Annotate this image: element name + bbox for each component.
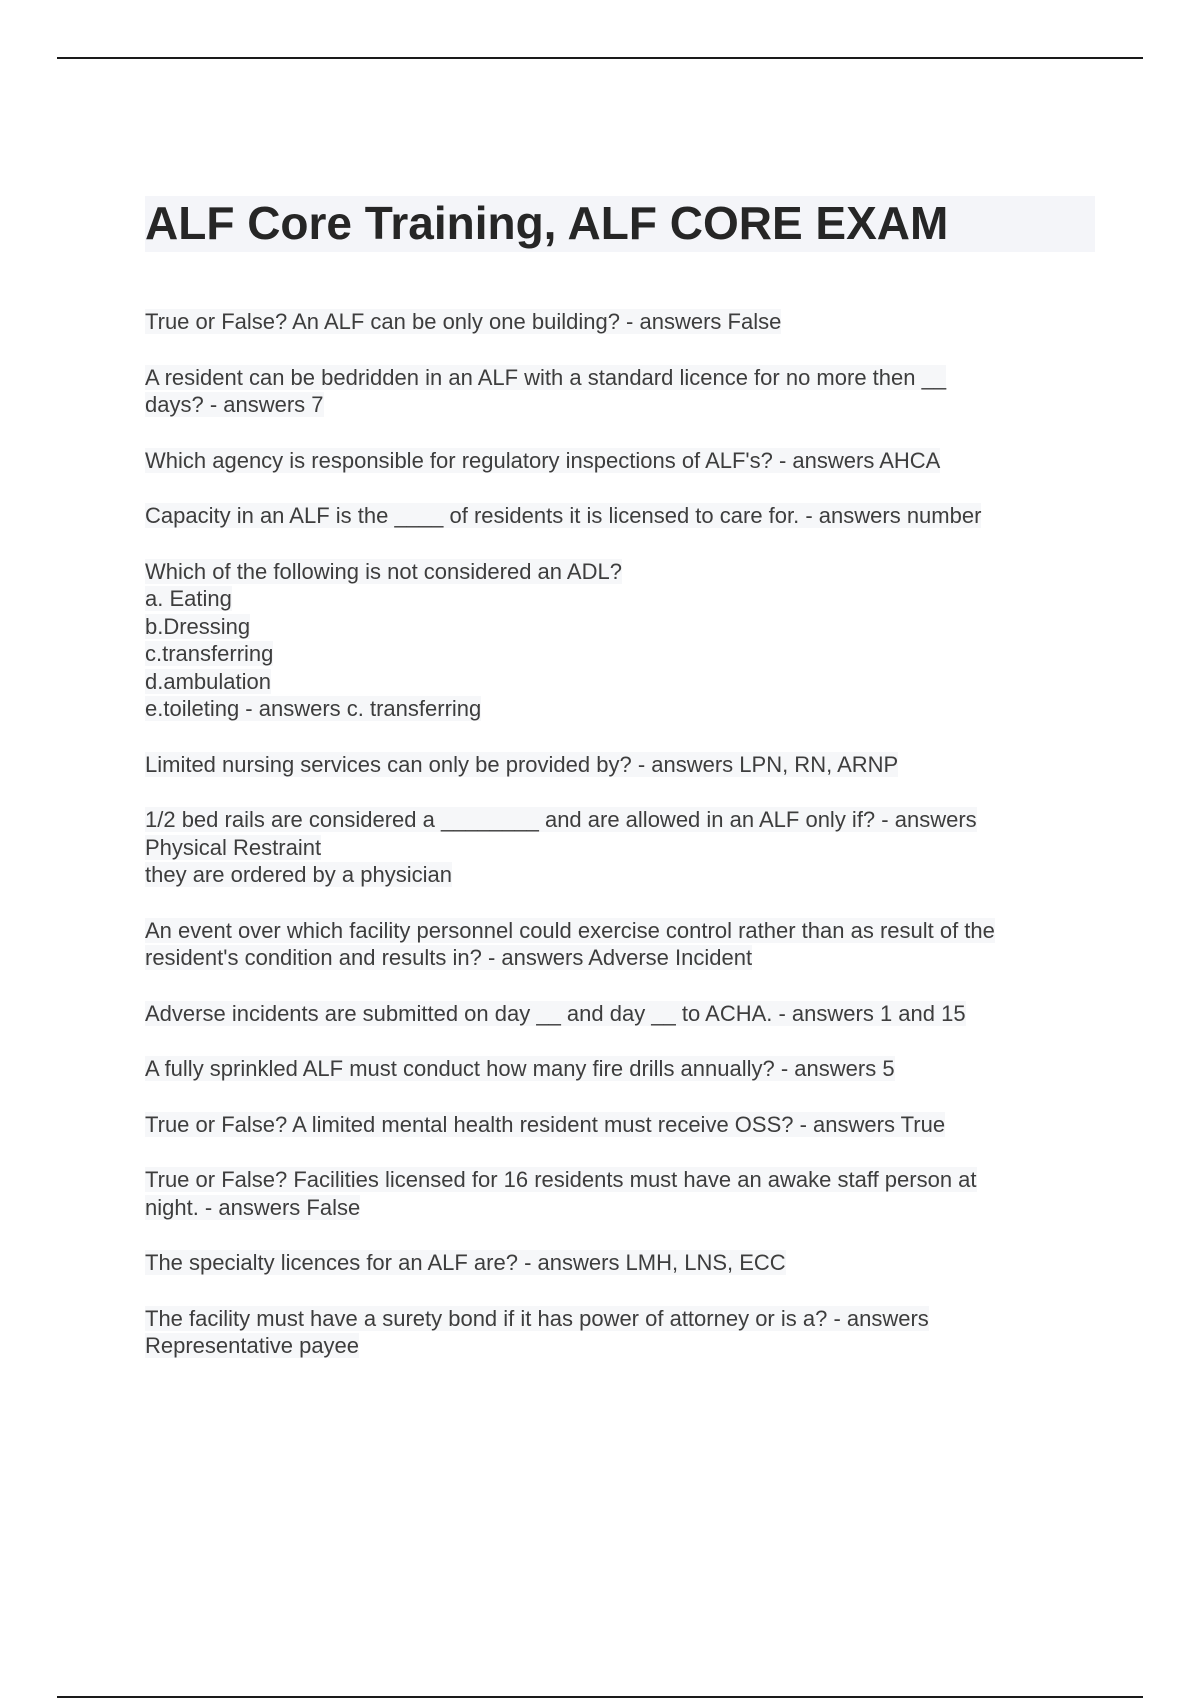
qa-line <box>145 1111 1095 1139</box>
qa-line-text: 1/2 bed rails are considered a ________ and are allowed in an ALF only if? - answers <box>145 807 977 832</box>
qa-line <box>145 668 1095 696</box>
qa-line-text: The specialty licences for an ALF are? - answers LMH, LNS, ECC <box>145 1250 786 1275</box>
qa-line-text: e.toileting - answers c. transferring <box>145 696 482 721</box>
qa-item <box>145 1305 1095 1360</box>
qa-item <box>145 1111 1095 1139</box>
qa-line-text: b.Dressing <box>145 613 251 639</box>
qa-list <box>145 308 1095 1360</box>
qa-line-text: Adverse incidents are submitted on day __ and day __ to ACHA. - answers 1 and 15 <box>145 1000 966 1026</box>
qa-item <box>145 1166 1095 1221</box>
qa-item <box>145 502 1095 530</box>
qa-line-text: Representative payee <box>145 1333 360 1358</box>
qa-item <box>145 308 1095 336</box>
qa-line <box>145 613 1095 641</box>
qa-line <box>145 751 1095 779</box>
qa-line <box>145 1332 1095 1360</box>
qa-line <box>145 558 1095 586</box>
document-body <box>145 196 1095 1388</box>
qa-line <box>145 1055 1095 1083</box>
qa-line <box>145 1166 1095 1194</box>
qa-line-text: Which agency is responsible for regulatory inspections of ALF's? - answers AHCA <box>145 447 941 473</box>
qa-line-text: A resident can be bedridden in an ALF with a standard licence for no more then __ <box>145 364 947 390</box>
qa-line <box>145 308 1095 336</box>
qa-line-text: True or False? Facilities licensed for 16 residents must have an awake staff person at <box>145 1167 977 1192</box>
header-rule <box>57 57 1143 59</box>
qa-line <box>145 1249 1095 1277</box>
qa-item <box>145 364 1095 419</box>
qa-line-text: An event over which facility personnel could exercise control rather than as result of the <box>145 917 995 943</box>
qa-line-text: they are ordered by a physician <box>145 862 452 887</box>
qa-line-text: c.transferring <box>145 641 274 666</box>
qa-line-text: True or False? An ALF can be only one building? - answers False <box>145 309 782 334</box>
qa-line-text: days? - answers 7 <box>145 392 324 417</box>
qa-line-text: The facility must have a surety bond if it has power of attorney or is a? - answers <box>145 1305 929 1331</box>
qa-line <box>145 447 1095 475</box>
qa-line <box>145 834 1095 862</box>
qa-line <box>145 944 1095 972</box>
qa-line-text: a. Eating <box>145 586 232 611</box>
qa-item <box>145 1055 1095 1083</box>
qa-line-text: Limited nursing services can only be provided by? - answers LPN, RN, ARNP <box>145 751 899 777</box>
qa-line <box>145 1305 1095 1333</box>
qa-line <box>145 917 1095 945</box>
qa-line-text: Which of the following is not considered an ADL? <box>145 558 622 584</box>
qa-line-text: night. - answers False <box>145 1194 361 1220</box>
qa-line <box>145 502 1095 530</box>
qa-line-text: resident's condition and results in? - answers Adverse Incident <box>145 945 753 970</box>
document-title: ALF Core Training, ALF CORE EXAM <box>145 196 1095 252</box>
qa-line <box>145 806 1095 834</box>
qa-line <box>145 585 1095 613</box>
qa-item <box>145 1249 1095 1277</box>
qa-line <box>145 1000 1095 1028</box>
qa-line <box>145 1194 1095 1222</box>
qa-line <box>145 861 1095 889</box>
qa-item <box>145 558 1095 723</box>
qa-line-text: A fully sprinkled ALF must conduct how many fire drills annually? - answers 5 <box>145 1056 895 1081</box>
qa-line-text: True or False? A limited mental health resident must receive OSS? - answers True <box>145 1111 946 1137</box>
qa-item <box>145 447 1095 475</box>
qa-line-text: Physical Restraint <box>145 834 322 860</box>
qa-item <box>145 751 1095 779</box>
qa-item <box>145 917 1095 972</box>
qa-line <box>145 695 1095 723</box>
footer-rule <box>57 1696 1143 1698</box>
qa-line-text: d.ambulation <box>145 668 271 694</box>
qa-line-text: Capacity in an ALF is the ____ of residents it is licensed to care for. - answers number <box>145 503 982 528</box>
qa-item <box>145 1000 1095 1028</box>
qa-line <box>145 391 1095 419</box>
qa-line <box>145 640 1095 668</box>
qa-item <box>145 806 1095 889</box>
qa-line <box>145 364 1095 392</box>
